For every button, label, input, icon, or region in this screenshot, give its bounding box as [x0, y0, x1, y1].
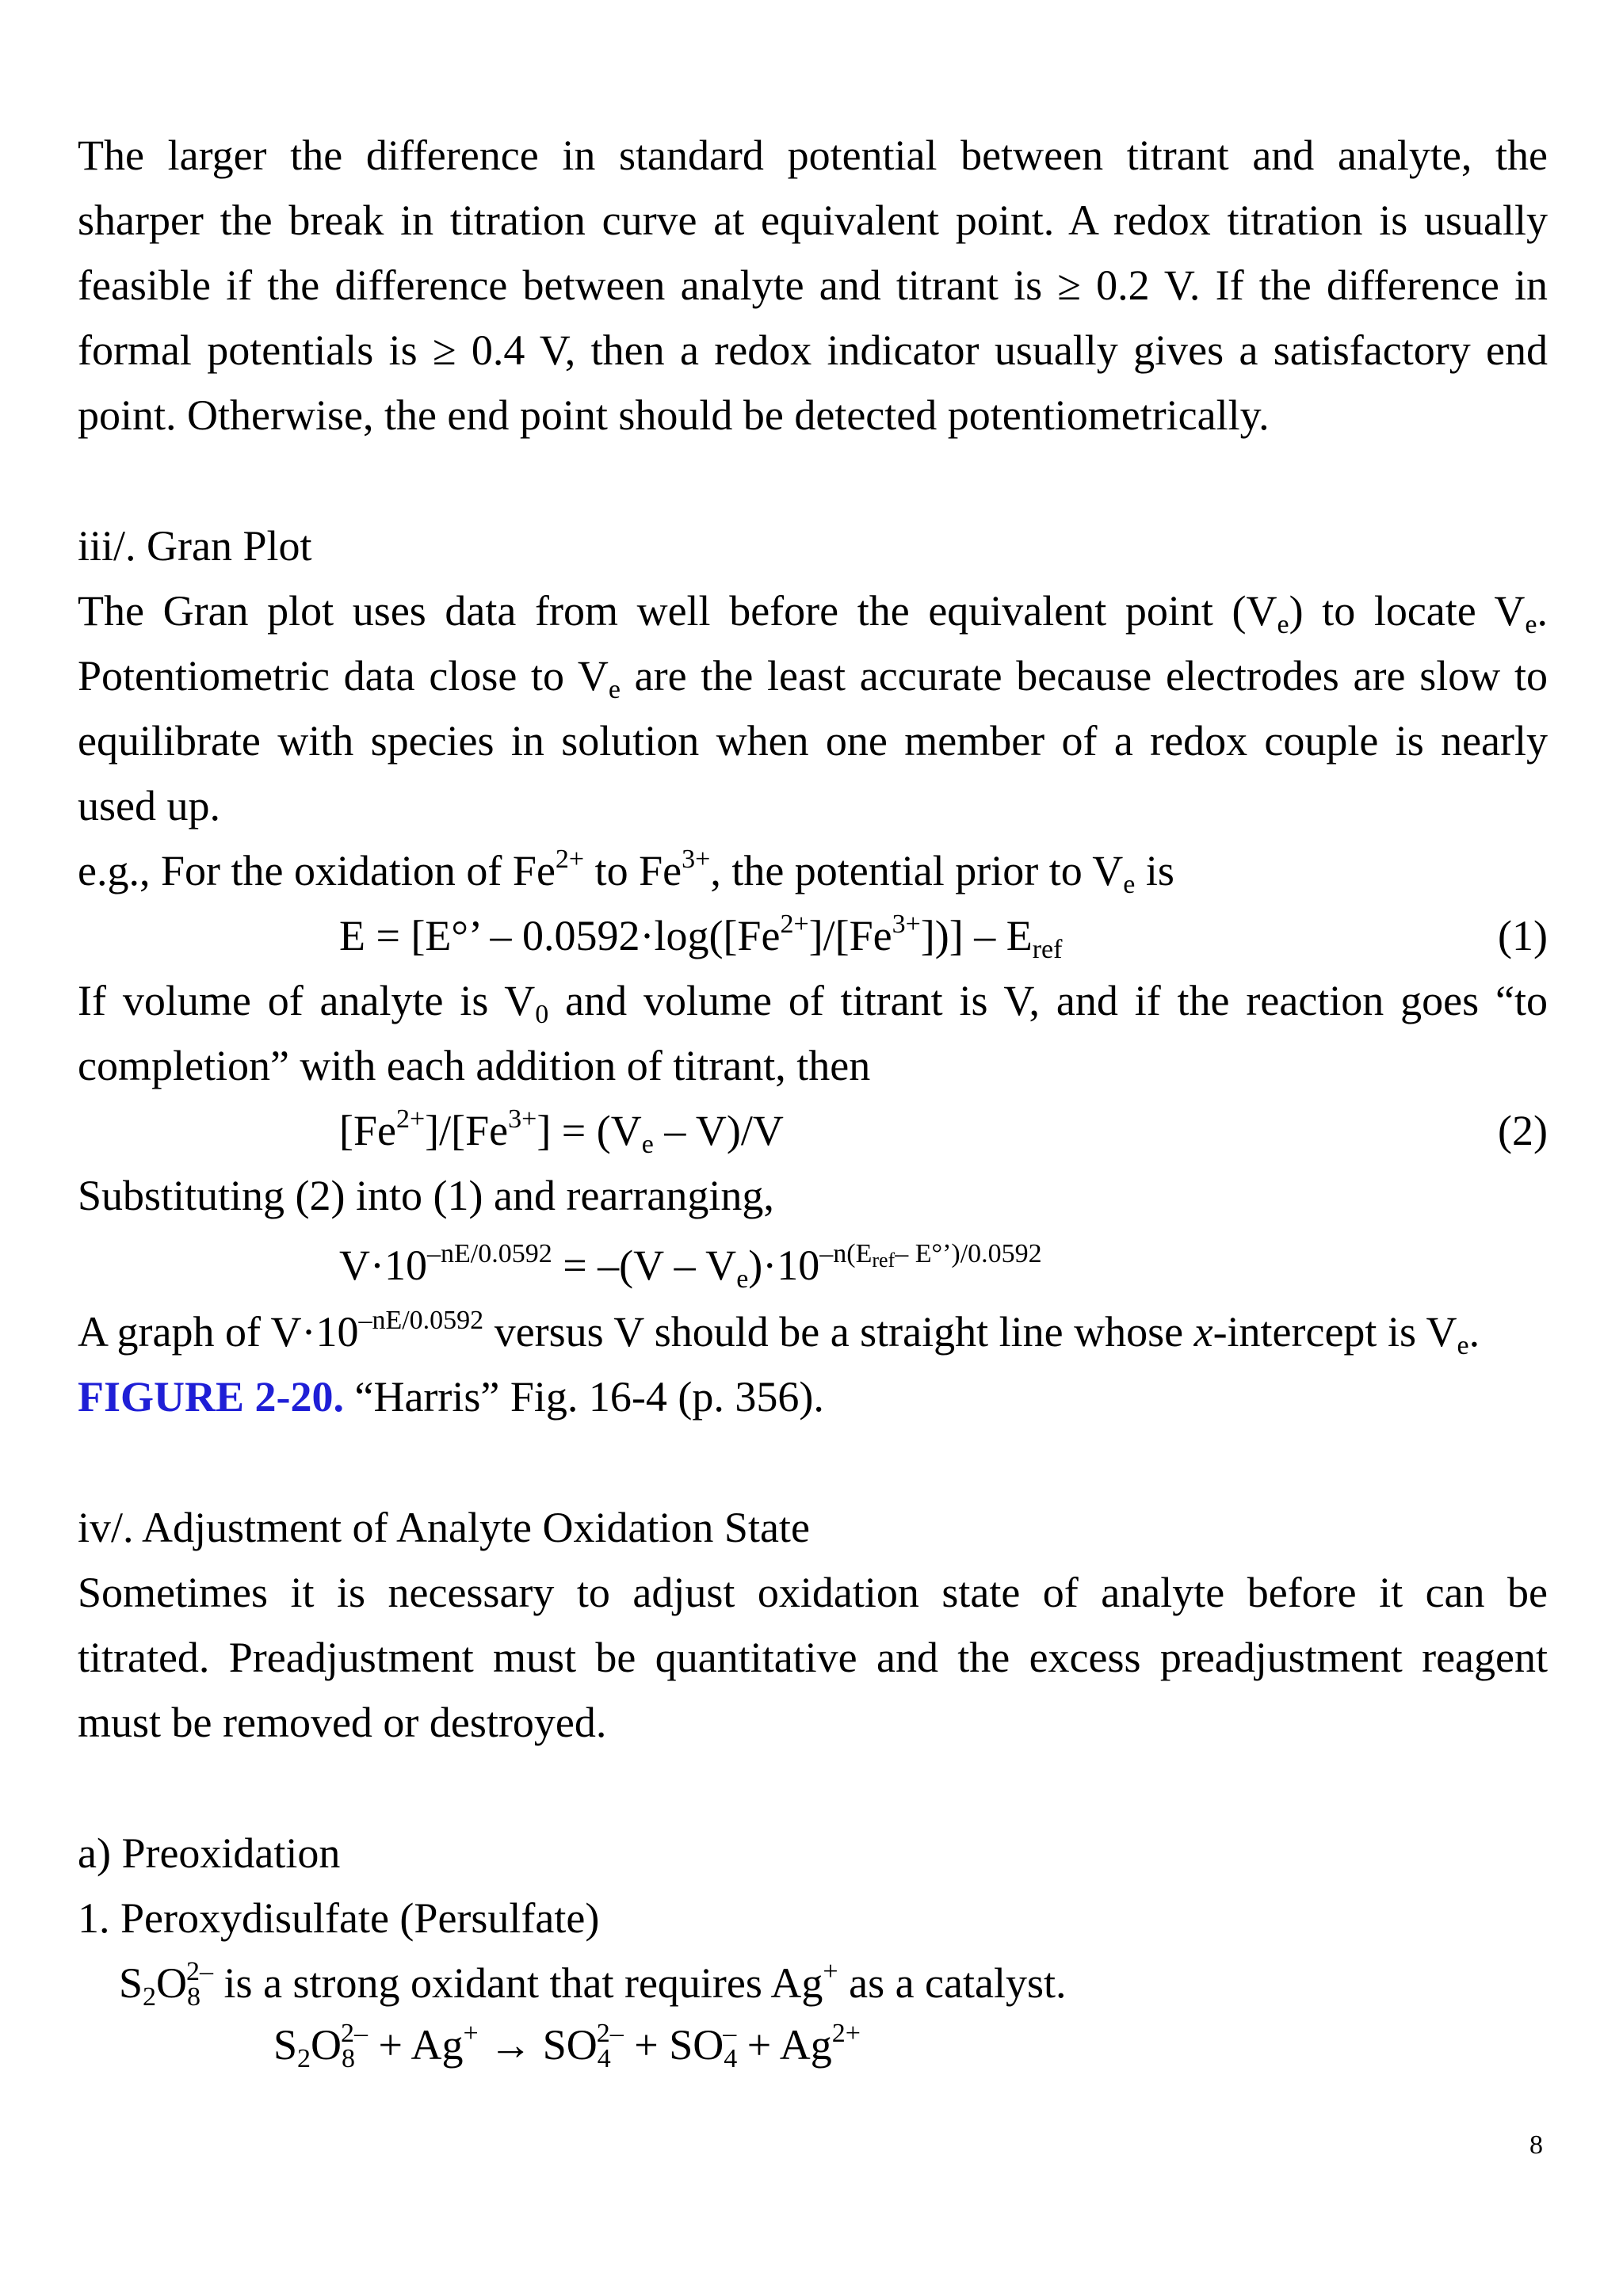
para1-line-5: point. Otherwise, the end point should be detected potentiometrically.: [78, 391, 1270, 439]
persulfate-reaction: $S_2O_8^{2-} + Ag^+ \to SO_4^{2-} + SO_4^- + Ag^{2+}$: [273, 2019, 861, 2073]
equation-1: E = [E°’ – $0.0592\cdot\log([Fe^{2+}]/[Fe^{3+}])] - E_{ref}$: [339, 910, 1063, 964]
gran-heading: iii/. Gran Plot: [78, 522, 312, 570]
equation-3: $V\cdot 10^{-nE/0.0592} = -(V - V_e)\cdot 10^{-n(E_{ref}- E^\circ’)/0.0592}$: [339, 1239, 1042, 1294]
graph-line: A graph of $V\cdot 10^{-nE/0.0592}$ versus V should be a straight line whose x-intercept is $V_e$.: [78, 1306, 1480, 1360]
preox-heading: a) Preoxidation: [78, 1829, 341, 1877]
equation-1-number: (1): [1498, 912, 1548, 959]
gran-line-1: The Gran plot uses data from well before the equivalent point $(V_e)$ to locate $V_e$.: [78, 587, 1548, 639]
figure-label: FIGURE 2-20.: [78, 1373, 344, 1421]
volume-line-1: If volume of analyte is $V_0$ and volume of titrant is V, and if the reaction goes “to: [78, 977, 1548, 1029]
adjust-line-1: Sometimes it is necessary to adjust oxidation state of analyte before it can be: [78, 1569, 1548, 1616]
persulfate-description: $S_2O_8^{2-}$ is a strong oxidant that requires Ag+ as a catalyst.: [119, 1957, 1067, 2012]
figure-reference: FIGURE 2-20. “Harris” Fig. 16-4 (p. 356).: [78, 1373, 824, 1421]
gran-line-4: used up.: [78, 782, 220, 830]
gran-line-2: Potentiometric data close to $V_e$ are the least accurate because electrodes are slow to: [78, 652, 1548, 704]
para1-line-1: The larger the difference in standard potential between titrant and analyte, the: [78, 132, 1548, 179]
para1-line-2: sharper the break in titration curve at equivalent point. A redox titration is usually: [78, 196, 1548, 244]
volume-line-2: completion” with each addition of titrant, then: [78, 1042, 871, 1089]
gran-example-line: e.g., For the oxidation of $Fe^{2+}$ to $Fe^{3+}$, the potential prior to $V_e$ is: [78, 845, 1174, 899]
adjust-line-3: must be removed or destroyed.: [78, 1699, 607, 1746]
para1-line-4: formal potentials is ≥ 0.4 V, then a redox indicator usually gives a satisfactory end: [78, 326, 1548, 374]
substituting-line: Substituting (2) into (1) and rearranging,: [78, 1172, 774, 1219]
gran-line-3: equilibrate with species in solution when one member of a redox couple is nearly: [78, 717, 1548, 765]
adjust-line-2: titrated. Preadjustment must be quantitative and the excess preadjustment reagent: [78, 1634, 1548, 1681]
preox-item-1: 1. Peroxydisulfate (Persulfate): [78, 1894, 600, 1942]
para1-line-3: feasible if the difference between analyte and titrant is ≥ 0.2 V. If the difference in: [78, 261, 1548, 309]
equation-2-number: (2): [1498, 1107, 1548, 1154]
page-number: 8: [1529, 2130, 1543, 2160]
adjust-heading: iv/. Adjustment of Analyte Oxidation State: [78, 1504, 810, 1551]
equation-2: $[Fe^{2+}]/[Fe^{3+}] = (V_e - V)/V$: [339, 1104, 784, 1159]
